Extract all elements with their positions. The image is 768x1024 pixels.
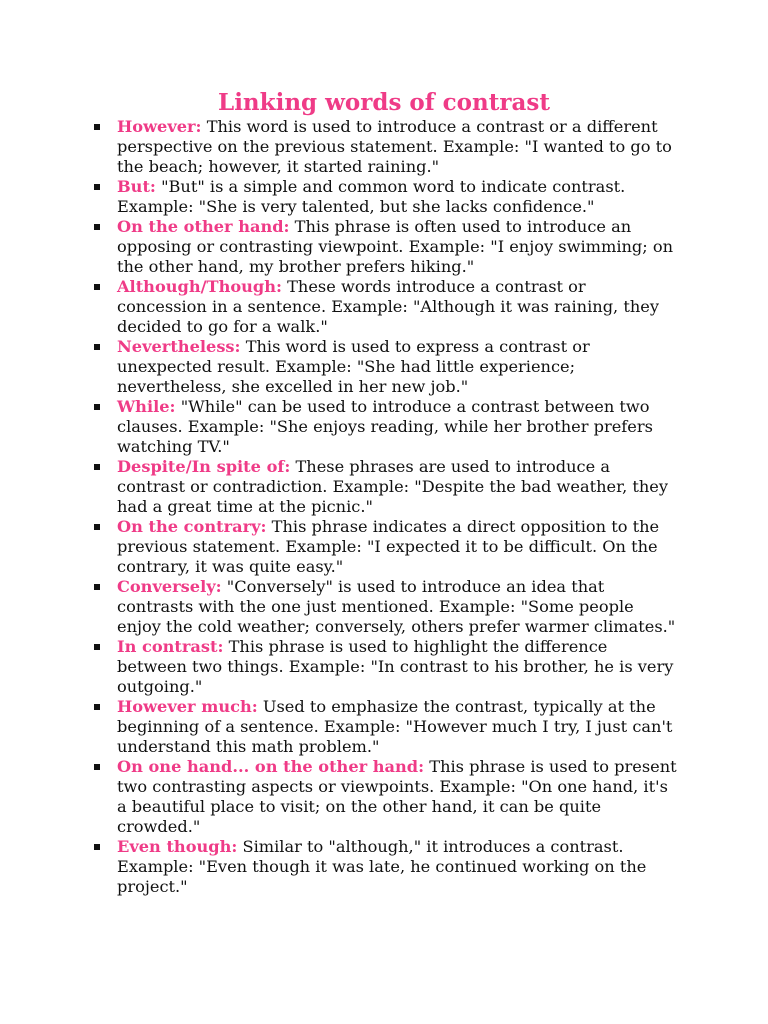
list-item — [117, 637, 677, 697]
term-label: While: — [117, 397, 176, 416]
term-label: On the contrary: — [117, 517, 267, 536]
square-bullet-icon — [94, 464, 100, 470]
term-description: This phrase indicates a direct opposition to the previous statement. Example: "I expected it to be difficult. On the contrary, it was quite easy." — [117, 517, 660, 576]
square-bullet-icon — [94, 224, 100, 230]
term-label: However: — [117, 117, 202, 136]
term-description: These phrases are used to introduce a contrast or contradiction. Example: "Despite the bad weather, they had a great time at the picnic." — [117, 457, 669, 516]
square-bullet-icon — [94, 524, 100, 530]
term-description: This phrase is used to present two contrasting aspects or viewpoints. Example: "On one hand, it's a beautiful place to visit; on the other hand, it can be quite crowded." — [117, 757, 677, 836]
list-item — [117, 117, 677, 177]
term-description: This phrase is used to highlight the difference between two things. Example: "In contrast to his brother, he is very outgoing." — [117, 637, 674, 696]
square-bullet-icon — [94, 704, 100, 710]
term-description: "Conversely" is used to introduce an idea that contrasts with the one just mentioned. Example: "Some people enjoy the cold weather; conversely, others prefer warmer climates." — [117, 577, 676, 636]
term-label: Conversely: — [117, 577, 222, 596]
term-description: This word is used to introduce a contrast or a different perspective on the previous statement. Example: "I wanted to go to the beach; however, it started raining." — [117, 117, 672, 176]
list-item — [117, 697, 677, 757]
square-bullet-icon — [94, 284, 100, 290]
term-description: These words introduce a contrast or concession in a sentence. Example: "Although it was raining, they decided to go for a walk." — [117, 277, 659, 336]
term-label: However much: — [117, 697, 258, 716]
list-item — [117, 577, 677, 637]
list-item — [117, 517, 677, 577]
term-label: On the other hand: — [117, 217, 290, 236]
list-item — [117, 277, 677, 337]
list-item — [117, 757, 677, 837]
term-label: On one hand... on the other hand: — [117, 757, 425, 776]
term-label: Even though: — [117, 837, 238, 856]
square-bullet-icon — [94, 404, 100, 410]
term-label: Although/Though: — [117, 277, 282, 296]
term-label: In contrast: — [117, 637, 224, 656]
list-item — [117, 837, 677, 897]
term-label: But: — [117, 177, 156, 196]
square-bullet-icon — [94, 344, 100, 350]
square-bullet-icon — [94, 184, 100, 190]
page-title: Linking words of contrast — [218, 89, 550, 116]
square-bullet-icon — [94, 124, 100, 130]
term-description: This phrase is often used to introduce an opposing or contrasting viewpoint. Example: "I enjoy swimming; on the other hand, my brother prefers hiking." — [117, 217, 674, 276]
term-label: Despite/In spite of: — [117, 457, 291, 476]
list-item — [117, 217, 677, 277]
contrast-words-list — [117, 117, 677, 897]
square-bullet-icon — [94, 584, 100, 590]
list-item — [117, 177, 677, 217]
square-bullet-icon — [94, 764, 100, 770]
square-bullet-icon — [94, 844, 100, 850]
term-label: Nevertheless: — [117, 337, 241, 356]
square-bullet-icon — [94, 644, 100, 650]
term-description: "While" can be used to introduce a contrast between two clauses. Example: "She enjoys reading, while her brother prefers watching TV." — [117, 397, 653, 456]
term-description: This word is used to express a contrast or unexpected result. Example: "She had little experience; nevertheless, she excelled in her new job." — [117, 337, 590, 396]
term-description: "But" is a simple and common word to indicate contrast. Example: "She is very talented, but she lacks confidence." — [117, 177, 626, 216]
list-item — [117, 457, 677, 517]
term-description: Used to emphasize the contrast, typically at the beginning of a sentence. Example: "However much I try, I just can't understand this math problem." — [117, 697, 673, 756]
list-item — [117, 337, 677, 397]
term-description: Similar to "although," it introduces a contrast. Example: "Even though it was late, he continued working on the project." — [117, 837, 647, 896]
list-item — [117, 397, 677, 457]
